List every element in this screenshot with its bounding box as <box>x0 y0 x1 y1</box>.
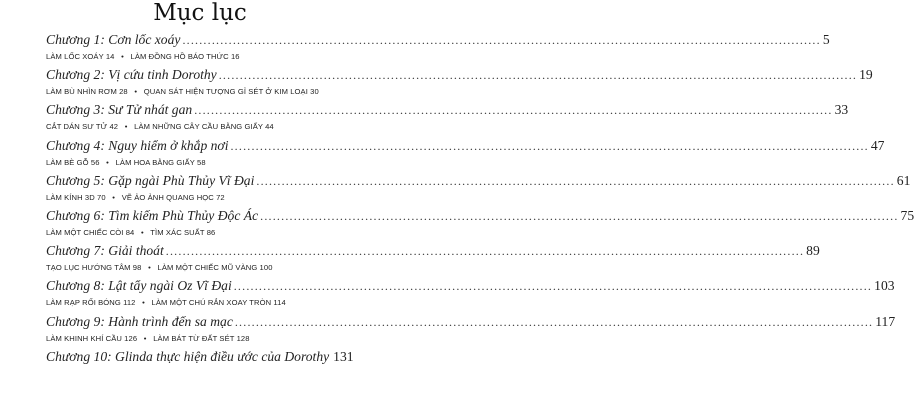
page-title: Mục lục <box>153 0 247 26</box>
activity-item: LÀM LỐC XOÁY 14 <box>46 52 115 61</box>
activity-item: QUAN SÁT HIỆN TƯỢNG GỈ SÉT Ở KIM LOẠI 30 <box>143 87 319 97</box>
page-number: 103 <box>874 278 895 294</box>
chapter-row <box>46 100 849 119</box>
chapter-title: Chương 5: Gặp ngài Phù Thủy Vĩ Đại <box>46 172 255 188</box>
page-number: 75 <box>900 207 914 223</box>
chapter-title: Chương 4: Nguy hiểm ở khắp nơi <box>46 137 229 153</box>
activity-list <box>46 225 352 240</box>
toc-entry-9 <box>46 312 896 347</box>
chapter-title: Chương 3: Sư Tử nhát gan <box>46 102 193 118</box>
bullet-separator: • <box>137 298 150 308</box>
bullet-separator: • <box>101 157 114 167</box>
activity-list <box>46 49 352 64</box>
page-number: 5 <box>822 32 830 47</box>
activity-item: LÀM KÍNH 3D 70 <box>46 192 106 202</box>
bullet-separator: • <box>143 263 156 273</box>
page-number: 19 <box>859 67 873 83</box>
toc-entry-3 <box>46 100 849 135</box>
activity-item: LÀM NHỮNG CÂY CẦU BẰNG GIẤY 44 <box>134 122 274 132</box>
chapter-row <box>46 276 895 295</box>
page-number: 47 <box>870 137 885 153</box>
page-number: 61 <box>896 172 911 188</box>
activity-item: LÀM ĐỒNG HỒ BÁO THỨC 16 <box>130 52 240 61</box>
activity-item: LÀM MỘT CHIẾC MŨ VÀNG 100 <box>157 263 273 273</box>
dot-leader: ........................................................................................................................................................ <box>233 279 873 294</box>
activity-item: LÀM KHINH KHÍ CẦU 126 <box>46 333 138 343</box>
dot-leader: ........................................................................................................................................................ <box>194 103 833 118</box>
activity-list <box>46 260 352 275</box>
chapter-row <box>46 30 830 49</box>
page-number: 117 <box>875 313 896 329</box>
activity-item: LÀM HOA BẰNG GIẤY 58 <box>115 157 206 167</box>
chapter-row <box>46 206 914 225</box>
activity-list <box>46 84 352 99</box>
chapter-title: Chương 8: Lật tẩy ngài Oz Vĩ Đại <box>46 278 232 294</box>
activity-item: CẮT DÁN SƯ TỬ 42 <box>46 122 119 132</box>
activity-list <box>46 155 352 170</box>
dot-leader: ........................................................................................................................................................ <box>182 33 821 47</box>
chapter-title: Chương 6: Tìm kiếm Phù Thủy Độc Ác <box>46 207 259 223</box>
bullet-separator: • <box>120 122 132 132</box>
toc-entry-4 <box>46 136 885 171</box>
activity-item: TÌM XÁC SUẤT 86 <box>150 227 216 237</box>
toc-entry-10 <box>46 347 352 382</box>
activity-item: VẼ ẢO ẢNH QUANG HỌC 72 <box>121 192 225 202</box>
bullet-separator: • <box>107 192 120 202</box>
bullet-separator: • <box>129 87 142 97</box>
chapter-row <box>46 312 896 331</box>
bullet-separator: • <box>136 227 149 237</box>
table-of-contents <box>46 30 914 382</box>
activity-list <box>46 190 352 205</box>
toc-entry-2 <box>46 65 873 100</box>
dot-leader: ........................................................................................................................................................ <box>234 314 874 329</box>
chapter-row <box>46 171 911 190</box>
dot-leader: ........................................................................................................................................................ <box>230 138 869 153</box>
page-number: 33 <box>834 102 849 118</box>
activity-item: LÀM MỘT CHIẾC CÒI 84 <box>46 227 135 237</box>
page-number: 131 <box>333 348 354 364</box>
toc-entry-1 <box>46 30 830 65</box>
toc-entry-5 <box>46 171 911 206</box>
page-number: 89 <box>806 243 820 259</box>
activity-item: TẠO LỤC HƯỚNG TÂM 98 <box>46 263 142 273</box>
chapter-row <box>46 65 873 84</box>
chapter-title: Chương 1: Cơn lốc xoáy <box>46 32 181 47</box>
chapter-title: Chương 7: Giải thoát <box>46 243 164 259</box>
activity-list <box>46 295 352 310</box>
activity-list <box>46 331 352 346</box>
dot-leader: ........................................................................................................................................................ <box>218 68 858 83</box>
activity-item: LÀM BÈ GỖ 56 <box>46 157 100 167</box>
dot-leader: ........................................................................................................................................................ <box>260 208 899 223</box>
bullet-separator: • <box>139 333 151 343</box>
toc-entry-7 <box>46 241 820 276</box>
bullet-separator: • <box>116 52 129 61</box>
toc-entry-6 <box>46 206 914 241</box>
activity-item: LÀM MỘT CHÚ RẮN XOAY TRÒN 114 <box>151 298 286 308</box>
chapter-row <box>46 347 352 366</box>
chapter-title: Chương 2: Vị cứu tinh Dorothy <box>46 67 217 83</box>
dot-leader: ........................................................................................................................................................ <box>256 173 895 188</box>
activity-item: LÀM BÁT TỪ ĐẤT SÉT 128 <box>153 333 250 343</box>
activity-item: LÀM BÙ NHÌN RƠM 28 <box>46 87 128 97</box>
chapter-row <box>46 241 820 260</box>
chapter-row <box>46 136 885 155</box>
toc-entry-8 <box>46 276 895 311</box>
activity-item: LÀM RẠP RỐI BÓNG 112 <box>46 298 136 308</box>
chapter-title: Chương 10: Glinda thực hiện điều ước của Dorothy <box>46 348 330 364</box>
dot-leader: ........................................................................................................................................................ <box>165 244 805 259</box>
chapter-title: Chương 9: Hành trình đến sa mạc <box>46 313 233 329</box>
activity-list <box>46 119 352 134</box>
